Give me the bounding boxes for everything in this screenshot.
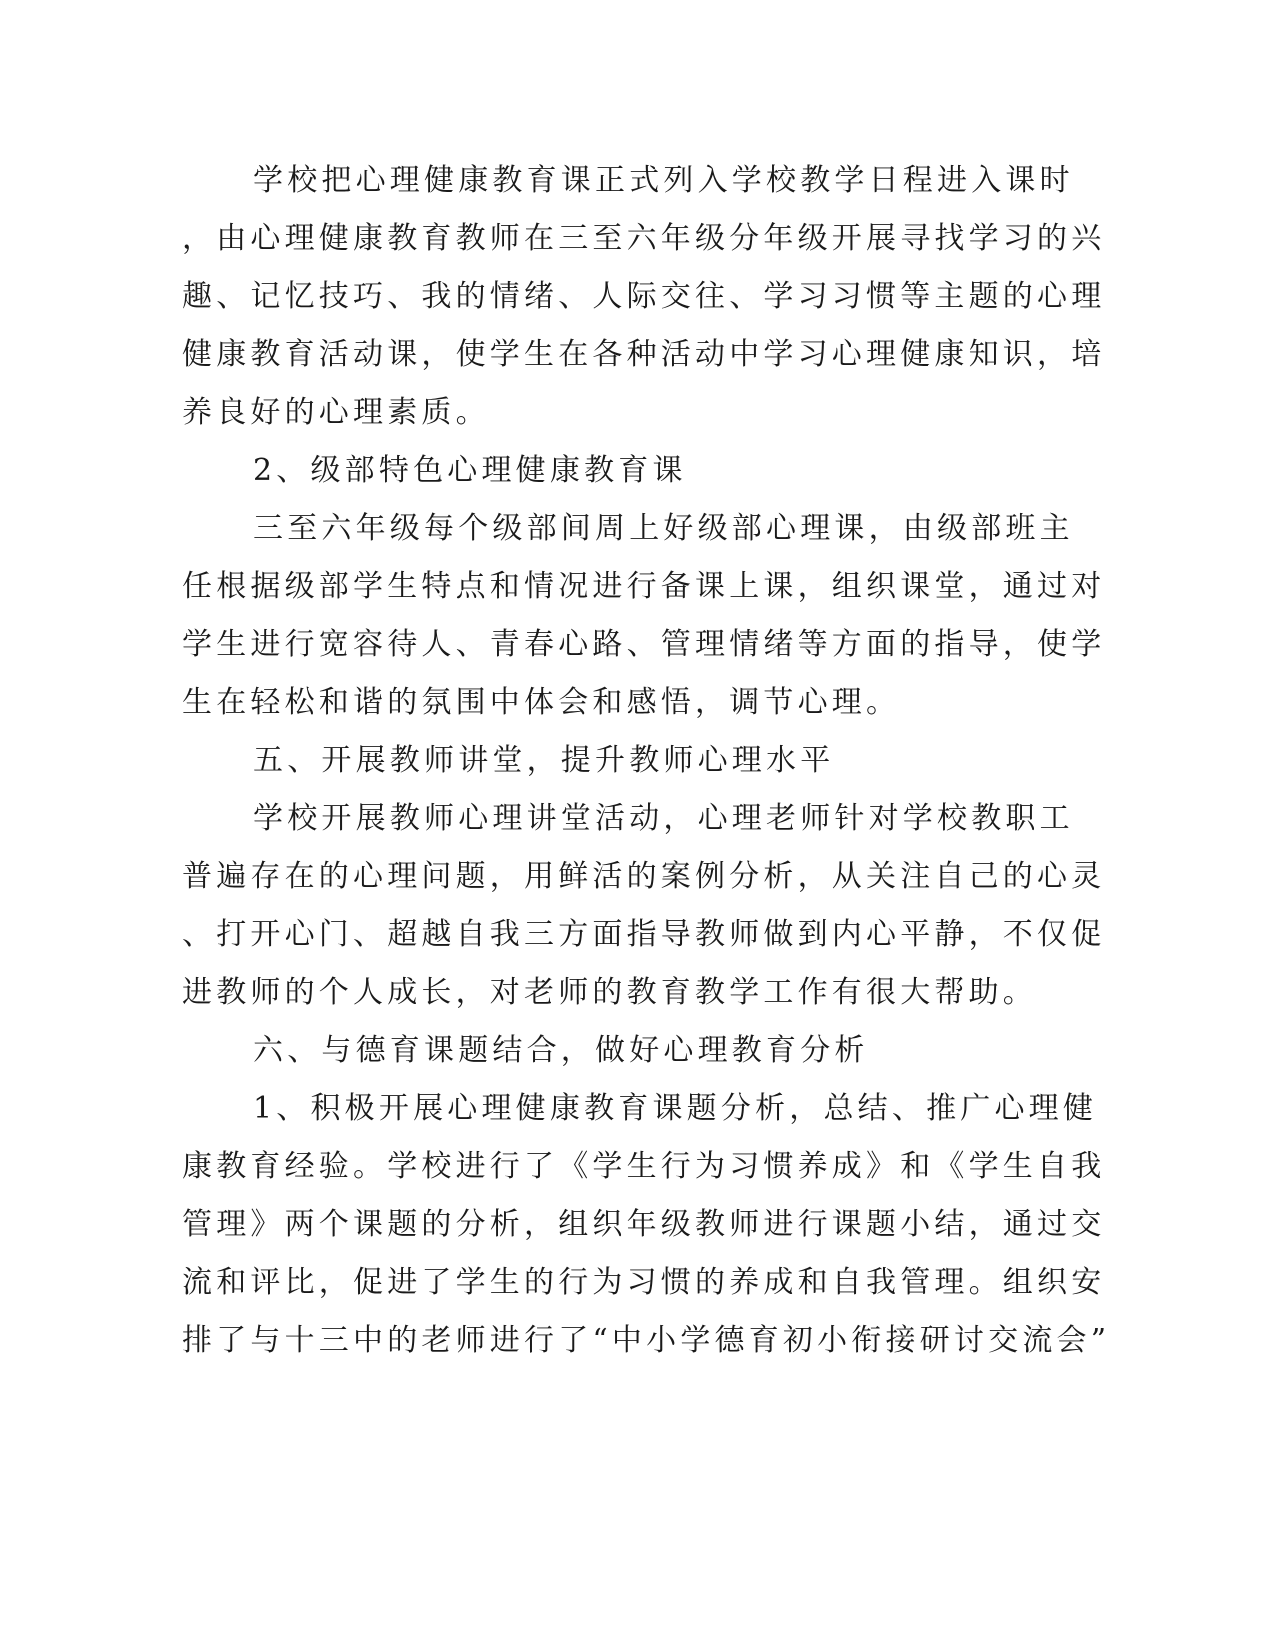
paragraph-2-line-4: 生在轻松和谐的氛围中体会和感悟，调节心理。 — [182, 685, 901, 720]
heading-grade-course: 2、级部特色心理健康教育课 — [253, 453, 687, 488]
paragraph-3-line-4: 进教师的个人成长，对老师的教育教学工作有很大帮助。 — [182, 975, 1037, 1010]
paragraph-4-line-4: 流和评比，促进了学生的行为习惯的养成和自我管理。组织安 — [182, 1265, 1106, 1300]
paragraph-1-line-5: 养良好的心理素质。 — [182, 395, 490, 430]
paragraph-2-line-1: 三至六年级每个级部间周上好级部心理课，由级部班主 — [253, 511, 1074, 546]
paragraph-1-line-3: 趣、记忆技巧、我的情绪、人际交往、学习习惯等主题的心理 — [182, 279, 1106, 314]
paragraph-1-line-4: 健康教育活动课，使学生在各种活动中学习心理健康知识，培 — [182, 337, 1106, 372]
paragraph-1-line-1: 学校把心理健康教育课正式列入学校教学日程进入课时 — [253, 163, 1074, 198]
paragraph-4-line-2: 康教育经验。学校进行了《学生行为习惯养成》和《学生自我 — [182, 1149, 1106, 1184]
paragraph-2-line-3: 学生进行宽容待人、青春心路、管理情绪等方面的指导，使学 — [182, 627, 1106, 662]
paragraph-3-line-2: 普遍存在的心理问题，用鲜活的案例分析，从关注自己的心灵 — [182, 859, 1106, 894]
heading-section-five: 五、开展教师讲堂，提升教师心理水平 — [253, 743, 835, 778]
paragraph-3-line-1: 学校开展教师心理讲堂活动，心理老师针对学校教职工 — [253, 801, 1074, 836]
paragraph-4-line-1: 1、积极开展心理健康教育课题分析，总结、推广心理健 — [253, 1091, 1098, 1126]
paragraph-3-line-3: 、打开心门、超越自我三方面指导教师做到内心平静，不仅促 — [182, 917, 1106, 952]
paragraph-2-line-2: 任根据级部学生特点和情况进行备课上课，组织课堂，通过对 — [182, 569, 1106, 604]
paragraph-1-line-2: ，由心理健康教育教师在三至六年级分年级开展寻找学习的兴 — [182, 221, 1106, 256]
paragraph-4-line-5: 排了与十三中的老师进行了“中小学德育初小衔接研讨交流会” — [182, 1323, 1111, 1358]
paragraph-4-line-3: 管理》两个课题的分析，组织年级教师进行课题小结，通过交 — [182, 1207, 1106, 1242]
heading-section-six: 六、与德育课题结合，做好心理教育分析 — [253, 1033, 869, 1068]
